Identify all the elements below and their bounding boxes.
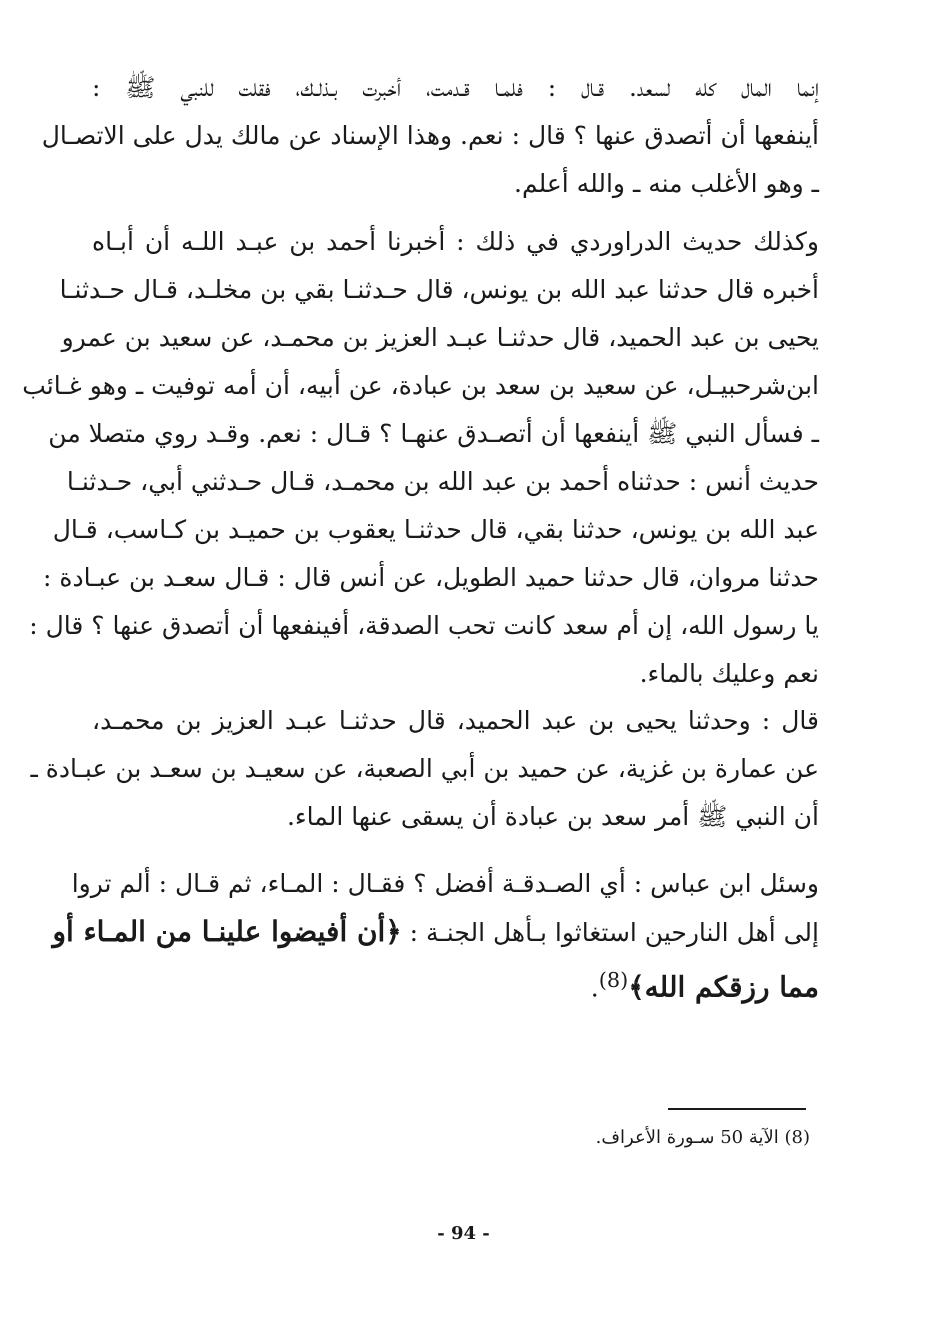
text-line: يحيى بن عبد الحميد، قال حدثنـا عبـد العزيز بن محمـد، عن سعيد بن عمرو	[61, 323, 819, 352]
end-period: .	[590, 973, 599, 1003]
text-line: قال : وحدثنا يحيى بن عبد الحميد، قال حدثنـا عبـد العزيز بن محمـد،	[92, 706, 819, 735]
footnote: (8) الآية 50 سـورة الأعراف.	[595, 1127, 810, 1148]
text-line: حدثنا مروان، قال حدثنا حميد الطويل، عن أنس قال : قـال سعـد بن عبـادة :	[43, 563, 819, 592]
paragraph-3	[30, 697, 819, 841]
text-line: ابن‌شرحبيـل، عن سعيد بن سعد بن عبادة، عن أبيه، أن أمه توفيت ـ وهو غـائب	[22, 371, 819, 400]
quran-verse-end: مما رزقكم الله	[644, 970, 819, 1004]
text-line: أن النبي ﷺ أمر سعد بن عبادة أن يسقى عنها الماء.	[286, 802, 819, 831]
text-line: وكذلك حديث الدراوردي في ذلك : أخبرنا أحمد بن عبـد اللـه أن أبـاه	[92, 227, 819, 256]
text-line: حديث أنس : حدثناه أحمد بن عبد الله بن محمـد، قـال حـدثني أبي، حـدثنـا	[66, 467, 819, 496]
page-number: - 94 -	[437, 1223, 490, 1244]
paragraph-4	[52, 860, 819, 1004]
text-line: أخبره قال حدثنا عبد الله بن يونس، قال حـدثنـا بقي بن مخلـد، قـال حـدثنـا	[59, 275, 819, 304]
text-line: أينفعها أن أتصدق عنها ؟ قال : نعم. وهذا الإسناد عن مالك يدل على الاتصـال	[41, 121, 819, 150]
text-line: نعم وعليك بالماء.	[639, 659, 819, 688]
text-line: عن عمارة بن غزية، عن حميد بن أبي الصعبة، عن سعيـد بن سعـد بن عبـادة ـ	[30, 754, 819, 783]
footnote-ref[interactable]: (8)	[598, 968, 629, 992]
footnote-divider	[668, 1108, 806, 1110]
text-line	[52, 908, 819, 956]
text-segment: إلى أهل النارحين استغاثوا بـأهل الجنـة :	[409, 918, 819, 947]
text-line: عبد الله بن يونس، حدثنا بقي، قال حدثنـا يعقوب بن حميـد بن كـاسب، قـال	[52, 515, 819, 544]
text-line: يا رسول الله، إن أم سعد كانت تحب الصدقة، أفينفعها أن أتصدق عنها ؟ قال :	[29, 611, 819, 640]
text-line: إنما المال كله لسعد. قـال : فلمـا قـدمت، أخبرت بـذلـك، فقلت للنبي ﷺ :	[92, 73, 819, 102]
quran-bracket: ﴾	[628, 970, 645, 1004]
text-line: ـ وهو الأغلب منه ـ والله أعلم.	[514, 169, 819, 198]
paragraph-2	[22, 218, 819, 698]
text-line	[92, 956, 819, 1004]
paragraph-1	[41, 64, 819, 208]
quran-verse: ﴿أن أفيضوا علينـا من المـاء أو	[52, 915, 402, 948]
text-line: وسئل ابن عباس : أي الصـدقـة أفضل ؟ فقـال : المـاء، ثم قـال : ألم تروا	[71, 869, 819, 898]
text-line: ـ فسأل النبي ﷺ أينفعها أن أتصـدق عنهـا ؟ قـال : نعم. وقـد روي متصلا من	[48, 419, 819, 448]
